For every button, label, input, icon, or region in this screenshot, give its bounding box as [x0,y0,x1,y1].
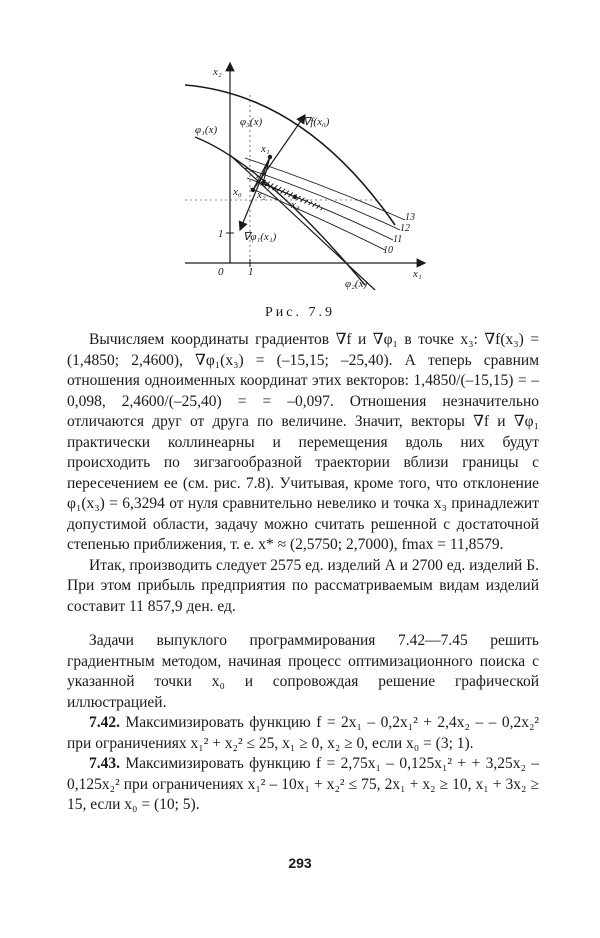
phi3-label: φ₃(x) [240,116,263,128]
figure-7-9 [175,55,445,300]
problem-7-42 [67,713,539,754]
phi2-label: φ₂(x) [345,278,368,290]
x1-point-label: x₁ [261,143,270,155]
problem-7-42-number: 7.42. [89,714,120,731]
origin-label: 0 [218,266,224,278]
page-number: 293 [288,855,312,871]
paragraph-1: Вычисляем координаты градиентов ∇f и ∇φ₁ в точке x₃: ∇f(x₃) = (1,4850; 2,4600), ∇φ₁(x₃) = (–15,15; –25,40). А теперь сравним отношения одноименных координат этих векторов: 1,4850/(–15,15) = –0,098, 2,4600/(–25,40) = = –0,097. Отношения незначительно отличаются друг от друга по величине. Значит, векторы ∇f и ∇φ₁ практически коллинеарны и перемещения вдоль них будут происходить по зигзагообразной траектории вблизи границы с пересечением ее (см. рис. 7.8). Учитывая, кроме того, что отклонение φ₁(x₃) = 6,3294 от нуля сравнительно невелико и точка x₃ принадлежит допустимой области, задачу можно считать решенной с достаточной степенью приближения, т. е. x* ≈ (2,5750; 2,7000), fmax = 11,8579. [67,331,539,553]
level-11-label: 11 [393,234,403,245]
level-13-label: 13 [405,212,415,223]
grad-f-label: ∇f(x₀) [303,116,330,128]
x2-axis-label: x₂ [213,66,222,78]
level-12-label: 12 [400,223,410,234]
x2-point-label: x₂ [257,189,266,201]
paragraph-3: Задачи выпуклого программирования 7.42—7.45 решить градиентным методом, начиная процесс оптимизационного поиска с указанной точки x₀ и сопровождая решение графической иллюстрацией. [67,632,539,711]
paragraph-2: Итак, производить следует 2575 ед. изделий А и 2700 ед. изделий Б. При этом прибыль предприятия по рассматриваемым видам изделий составит 11 857,9 ден. ед. [67,556,539,615]
problem-7-43-number: 7.43. [89,755,120,772]
x1-axis-label: x₁ [413,268,422,280]
grad-phi-label: ∇φ₁(x₁) [243,231,277,243]
body-text [67,330,539,816]
x3-point-label: x₃ [291,199,300,211]
x0-label: x₀ [233,186,242,198]
problem-7-43-text: Максимизировать функцию f = 2,75x₁ – 0,125x₁² + + 3,25x₂ – 0,125x₂² при ограничениях x₁² – 10x₁ + x₂² ≤ 75, 2x₁ + x₂ ≥ 10, x₁ + 3x₂ ≥ 15, если x₀ = (10; 5). [67,755,539,813]
figure-caption: Рис. 7.9 [265,305,335,320]
problem-7-43 [67,754,539,816]
problem-7-42-text: Максимизировать функцию f = 2x₁ – 0,2x₁² + 2,4x₂ – – 0,2x₂² при ограничениях x₁² + x₂² ≤ 25, x₁ ≥ 0, x₂ ≥ 0, если x₀ = (3; 1). [67,714,539,752]
level-10-label: 10 [383,245,393,256]
tick-one-y: 1 [218,228,224,240]
tick-one-x: 1 [248,266,254,278]
phi1-label: φ₁(x) [195,124,218,136]
gradient-method-plot [175,55,445,300]
